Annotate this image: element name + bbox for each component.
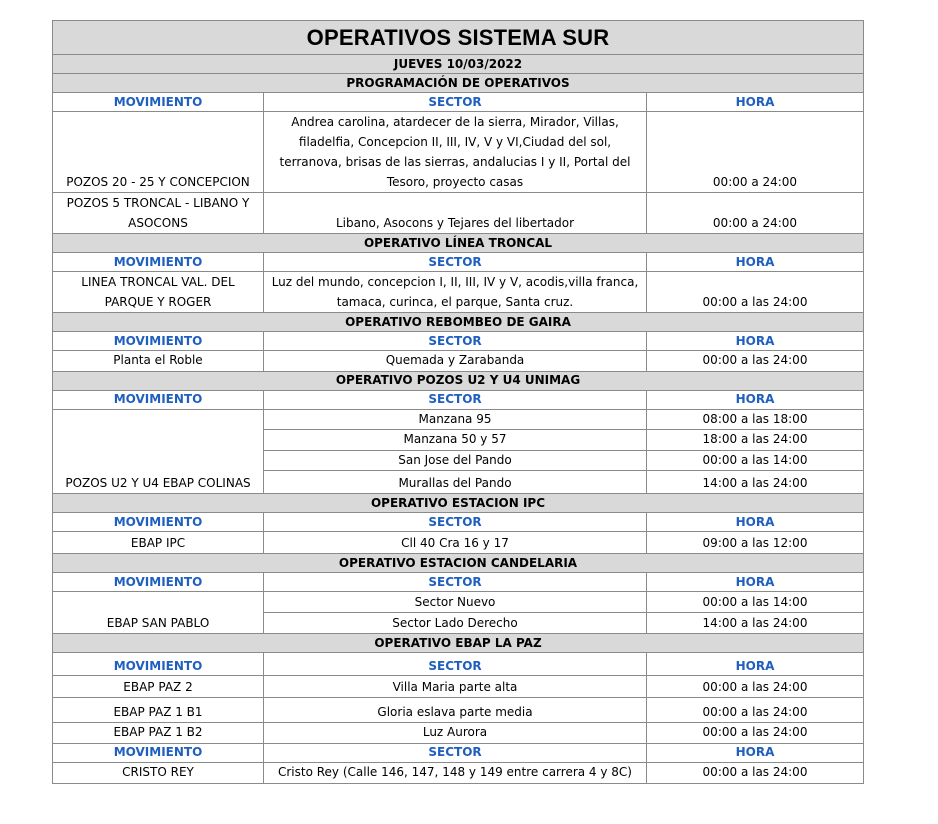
header-movimiento: MOVIMIENTO [53, 653, 264, 676]
section-title: OPERATIVO ESTACION IPC [53, 494, 864, 513]
sector-cell: Manzana 50 y 57 [264, 430, 647, 451]
header-hora: HORA [647, 743, 864, 762]
header-sector: SECTOR [264, 390, 647, 409]
section-title-row [53, 634, 864, 653]
section-title: OPERATIVO LÍNEA TRONCAL [53, 234, 864, 253]
header-hora: HORA [647, 253, 864, 272]
section-title-row [53, 554, 864, 573]
sector-cell: Sector Nuevo [264, 592, 647, 613]
movimiento-cell: POZOS U2 Y U4 EBAP COLINAS [53, 409, 264, 494]
header-movimiento: MOVIMIENTO [53, 573, 264, 592]
date-label: JUEVES 10/03/2022 [53, 55, 864, 74]
hora-cell: 18:00 a las 24:00 [647, 430, 864, 451]
header-hora: HORA [647, 573, 864, 592]
header-movimiento: MOVIMIENTO [53, 513, 264, 532]
section-title: OPERATIVO POZOS U2 Y U4 UNIMAG [53, 371, 864, 390]
hora-cell: 00:00 a las 24:00 [647, 351, 864, 372]
section-title-row [53, 74, 864, 93]
header-sector: SECTOR [264, 332, 647, 351]
column-header-row [53, 93, 864, 112]
movimiento-cell: LINEA TRONCAL VAL. DEL PARQUE Y ROGER [53, 272, 264, 313]
column-header-row [53, 573, 864, 592]
table-row [53, 351, 864, 372]
hora-cell: 00:00 a las 24:00 [647, 762, 864, 783]
movimiento-cell: POZOS 5 TRONCAL - LIBANO Y ASOCONS [53, 193, 264, 234]
sector-cell: Quemada y Zarabanda [264, 351, 647, 372]
table-row [53, 723, 864, 744]
section-title-row [53, 494, 864, 513]
column-header-row [53, 513, 864, 532]
section-title-row [53, 371, 864, 390]
sector-cell: Murallas del Pando [264, 471, 647, 494]
table-row [53, 409, 864, 430]
page-title: OPERATIVOS SISTEMA SUR [53, 21, 864, 55]
column-header-row [53, 253, 864, 272]
section-title: PROGRAMACIÓN DE OPERATIVOS [53, 74, 864, 93]
header-sector: SECTOR [264, 743, 647, 762]
movimiento-cell: EBAP PAZ 2 [53, 676, 264, 698]
movimiento-cell: POZOS 20 - 25 Y CONCEPCION [53, 112, 264, 193]
movimiento-cell: CRISTO REY [53, 762, 264, 783]
hora-cell: 00:00 a las 24:00 [647, 723, 864, 744]
hora-cell: 00:00 a las 14:00 [647, 592, 864, 613]
section-title: OPERATIVO EBAP LA PAZ [53, 634, 864, 653]
hora-cell: 00:00 a 24:00 [647, 193, 864, 234]
header-movimiento: MOVIMIENTO [53, 332, 264, 351]
header-sector: SECTOR [264, 253, 647, 272]
hora-cell: 00:00 a las 14:00 [647, 450, 864, 471]
hora-cell: 00:00 a las 24:00 [647, 676, 864, 698]
table-row [53, 592, 864, 613]
header-hora: HORA [647, 653, 864, 676]
header-movimiento: MOVIMIENTO [53, 743, 264, 762]
table-row [53, 698, 864, 723]
title-row [53, 21, 864, 55]
table-row [53, 193, 864, 234]
sector-cell: Luz Aurora [264, 723, 647, 744]
sector-cell: Sector Lado Derecho [264, 613, 647, 634]
date-row [53, 55, 864, 74]
sector-cell: Manzana 95 [264, 409, 647, 430]
movimiento-cell: EBAP SAN PABLO [53, 592, 264, 634]
hora-cell: 00:00 a las 24:00 [647, 698, 864, 723]
sector-cell: Andrea carolina, atardecer de la sierra, Mirador, Villas, filadelfia, Concepcion II, III, IV, V y VI,Ciudad del sol, terranova, brisas de las sierras, andalucias I y II, Portal del Tesoro, proyecto casas [264, 112, 647, 193]
section-title-row [53, 313, 864, 332]
column-header-row [53, 743, 864, 762]
hora-cell: 00:00 a 24:00 [647, 112, 864, 193]
header-movimiento: MOVIMIENTO [53, 390, 264, 409]
header-movimiento: MOVIMIENTO [53, 253, 264, 272]
hora-cell: 14:00 a las 24:00 [647, 613, 864, 634]
header-sector: SECTOR [264, 93, 647, 112]
column-header-row [53, 332, 864, 351]
table-row [53, 272, 864, 313]
header-hora: HORA [647, 513, 864, 532]
sector-cell: Libano, Asocons y Tejares del libertador [264, 193, 647, 234]
sector-cell: Luz del mundo, concepcion I, II, III, IV y V, acodis,villa franca, tamaca, curinca, el parque, Santa cruz. [264, 272, 647, 313]
sector-cell: San Jose del Pando [264, 450, 647, 471]
section-title-row [53, 234, 864, 253]
movimiento-cell: EBAP PAZ 1 B1 [53, 698, 264, 723]
sector-cell: Cll 40 Cra 16 y 17 [264, 532, 647, 554]
movimiento-cell: EBAP IPC [53, 532, 264, 554]
header-movimiento: MOVIMIENTO [53, 93, 264, 112]
header-sector: SECTOR [264, 513, 647, 532]
hora-cell: 09:00 a las 12:00 [647, 532, 864, 554]
header-hora: HORA [647, 332, 864, 351]
header-sector: SECTOR [264, 573, 647, 592]
sector-cell: Gloria eslava parte media [264, 698, 647, 723]
schedule-table [52, 20, 864, 784]
section-title: OPERATIVO ESTACION CANDELARIA [53, 554, 864, 573]
table-row [53, 532, 864, 554]
column-header-row [53, 653, 864, 676]
header-sector: SECTOR [264, 653, 647, 676]
hora-cell: 14:00 a las 24:00 [647, 471, 864, 494]
table-row [53, 762, 864, 783]
sector-cell: Cristo Rey (Calle 146, 147, 148 y 149 entre carrera 4 y 8C) [264, 762, 647, 783]
hora-cell: 08:00 a las 18:00 [647, 409, 864, 430]
table-row [53, 676, 864, 698]
section-title: OPERATIVO REBOMBEO DE GAIRA [53, 313, 864, 332]
sector-cell: Villa Maria parte alta [264, 676, 647, 698]
column-header-row [53, 390, 864, 409]
hora-cell: 00:00 a las 24:00 [647, 272, 864, 313]
header-hora: HORA [647, 390, 864, 409]
movimiento-cell: EBAP PAZ 1 B2 [53, 723, 264, 744]
movimiento-cell: Planta el Roble [53, 351, 264, 372]
header-hora: HORA [647, 93, 864, 112]
table-row [53, 112, 864, 193]
